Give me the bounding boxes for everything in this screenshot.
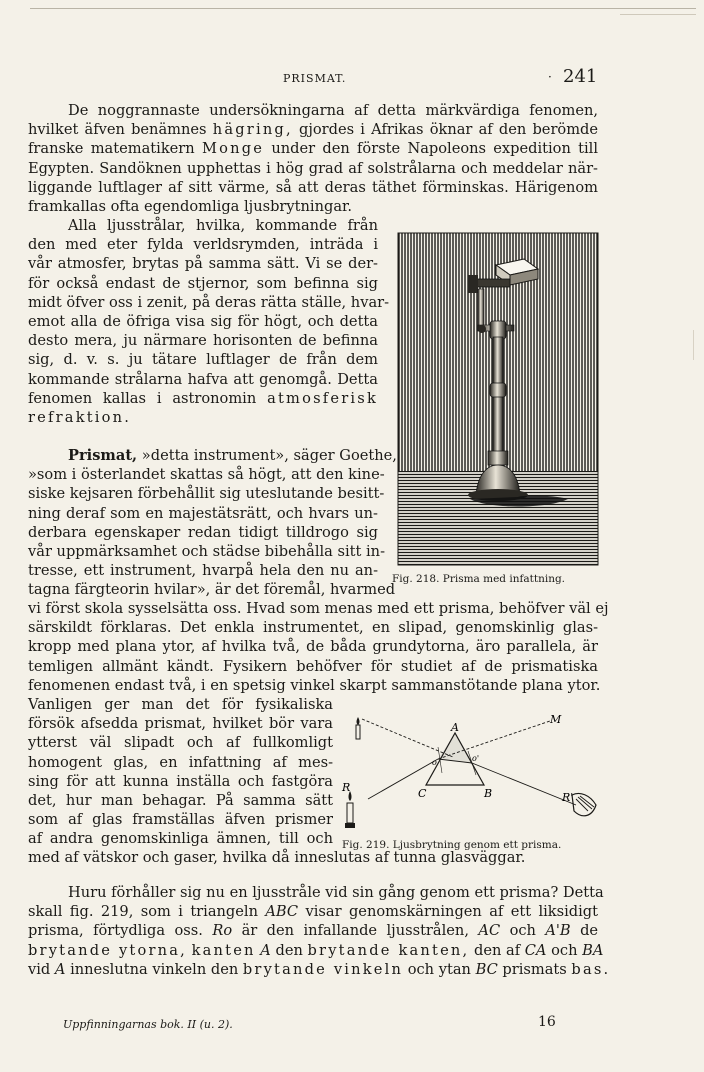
candle-icon — [356, 717, 360, 739]
text-line: Prismat, »detta instrument», säger Goethe, — [68, 447, 397, 464]
text-line: tresse, ett instrument, hvarpå hela den nu an- — [28, 562, 378, 580]
spaced-term: hägring, — [212, 121, 293, 139]
margin-mark — [693, 330, 694, 360]
paragraph-prism-cont — [28, 599, 609, 695]
text-line: fenomen kallas i astronomin atmosferisk — [28, 389, 378, 407]
text-line: derbara egenskaper redan tidigt tilldrogo sig — [28, 523, 378, 541]
text-line: desto mera, ju närmare horisonten de befinna — [28, 332, 378, 350]
text-line: Egypten. Sandöknen upphettas i hög grad af solstrålarna och meddelar när- — [28, 159, 598, 177]
label-r-prime: R' — [562, 791, 574, 804]
text-line: fenomenen endast två, i en spetsig vinkel skarpt sammanstötande plana ytor. — [28, 676, 601, 694]
bold-term: Prismat, — [68, 447, 138, 464]
label-a: A — [451, 721, 459, 734]
text-line: vår uppmärksamhet och städse bibehålla sitt in- — [28, 543, 386, 561]
incident-ray — [368, 759, 438, 799]
prism-holder — [474, 279, 510, 287]
text-line: vi först skola sysselsätta oss. Hvad som menas med ett prisma, behöfver väl ej — [28, 600, 609, 617]
label-o: o — [432, 758, 437, 767]
column-collar — [490, 321, 506, 339]
page-edge-line — [30, 8, 696, 9]
normal-line — [438, 747, 442, 773]
text-line: brytande ytorna, kanten A den brytande kanten, den af CA och BA — [28, 941, 604, 959]
paragraph-prism — [28, 446, 397, 600]
text-line: den med eter fylda verldsrymden, inträda i — [28, 236, 378, 254]
text-line: sing för att kunna inställa och fastgöra — [28, 772, 333, 790]
text-line: emot alla de öfriga visa sig för högt, och detta — [28, 313, 378, 331]
figure-219-prism-refraction — [338, 707, 600, 839]
text-line: ning deraf som en majestätsrätt, och hvars un- — [28, 504, 378, 522]
text-line: skall fig. 219, som i triangeln ABC visar genomskärningen af ett liksidigt — [28, 903, 599, 921]
header-dot: · — [548, 70, 552, 84]
paragraph-prism-narrow — [28, 695, 333, 849]
page-edge-line — [620, 14, 696, 15]
text-line: af andra genomskinliga ämnen, till och — [28, 830, 333, 848]
text-line: som af glas framställas äfven prismer — [28, 811, 333, 829]
spaced-term: atmosferisk — [267, 389, 378, 407]
spaced-term: Monge — [201, 140, 265, 158]
text-line: temligen allmänt kändt. Fysikern behöfver för studiet af de prismatiska — [28, 657, 598, 675]
label-c: C — [418, 787, 427, 800]
text-line: särskildt förklaras. Det enkla instrumentet, en slipad, genomskinlig glas- — [28, 619, 598, 637]
label-m: M — [550, 713, 562, 726]
pivot-screw — [478, 325, 486, 333]
label-o-prime: o' — [472, 754, 480, 763]
footer-signature: 16 — [538, 1014, 556, 1030]
figure-218-prism-with-mount — [398, 233, 598, 565]
column-knob — [490, 383, 506, 397]
text-line: liggande luftlager af sitt värme, så att deras täthet förminskas. Härigenom — [28, 178, 598, 196]
text-line: siske kejsaren förbehållit sig uteslutande besitt- — [28, 485, 385, 503]
spaced-term: refraktion. — [28, 409, 132, 427]
paragraph-ray — [28, 883, 611, 979]
text-line: försök afsedda prismat, hvilket bör vara — [28, 715, 333, 733]
candle-icon — [345, 791, 355, 828]
text-line: med af vätskor och gaser, hvilka då inneslutas af tunna glasväggar. — [28, 849, 526, 866]
text-line: prisma, förtydliga oss. Ro är den infallande ljusstrålen, AC och A'B de — [28, 922, 599, 940]
figure-218-caption: Fig. 218. Prisma med infattning. — [392, 573, 566, 585]
figure-219-caption: Fig. 219. Ljusbrytning genom ett prisma. — [342, 839, 562, 851]
text-line: vid A inneslutna vinkeln den brytande vinkeln och ytan BC prismats bas. — [28, 960, 611, 978]
holder-knob — [468, 275, 478, 293]
running-title: PRISMAT. — [283, 72, 347, 85]
text-line: De noggrannaste undersökningarna af detta märkvärdiga fenomen, — [68, 102, 598, 119]
text-line: ytterst väl slipadt och af fullkomligt — [28, 734, 333, 752]
label-r: R — [342, 781, 351, 794]
paragraph-mirage — [28, 101, 598, 216]
prism-inner — [438, 733, 472, 763]
page-number: 241 — [563, 66, 598, 87]
ray-line — [362, 719, 453, 757]
text-line: Alla ljusstrålar, hvilka, kommande från — [68, 217, 378, 234]
text-line: framkallas ofta egendomliga ljusbrytningar. — [28, 198, 353, 216]
text-line: »som i österlandet skattas så högt, att den kine- — [28, 466, 385, 484]
text-line: sig, d. v. s. ju tätare luftlager de från dem — [28, 351, 378, 369]
text-line: kommande strålarna hafva att genomgå. Detta — [28, 370, 378, 388]
footer-book-title: Uppfinningarnas bok. II (u. 2). — [63, 1018, 233, 1031]
text-line: Huru förhåller sig nu en ljusstråle vid sin gång genom ett prisma? Detta — [68, 884, 604, 901]
text-line: kropp med plana ytor, af hvilka två, de båda grundytorna, äro parallela, är — [28, 638, 598, 656]
text-line: Vanligen ger man det för fysikaliska — [28, 696, 333, 713]
text-line: vår atmosfer, brytas på samma sätt. Vi se der- — [28, 255, 378, 273]
text-line: hvilket äfven benämnes hägring, gjordes i Afrikas öknar af den berömde — [28, 121, 599, 139]
text-line: franske matematikern Monge under den förste Napoleons expedition till — [28, 140, 599, 158]
text-line: det, hur man behagar. På samma sätt — [28, 792, 333, 810]
label-b: B — [484, 787, 493, 800]
paragraph-refraction — [28, 216, 390, 427]
page-header — [0, 66, 704, 94]
column-base-ring — [488, 451, 508, 465]
text-line: midt öfver oss i zenit, på deras rätta ställe, hvar- — [28, 293, 390, 311]
text-line: tagna färgteorin hvilar», är det föremål, hvarmed — [28, 581, 396, 599]
text-line: för också endast de stjernor, som befinna sig — [28, 274, 378, 292]
text-line: homogent glas, en infattning af mes- — [28, 753, 333, 771]
